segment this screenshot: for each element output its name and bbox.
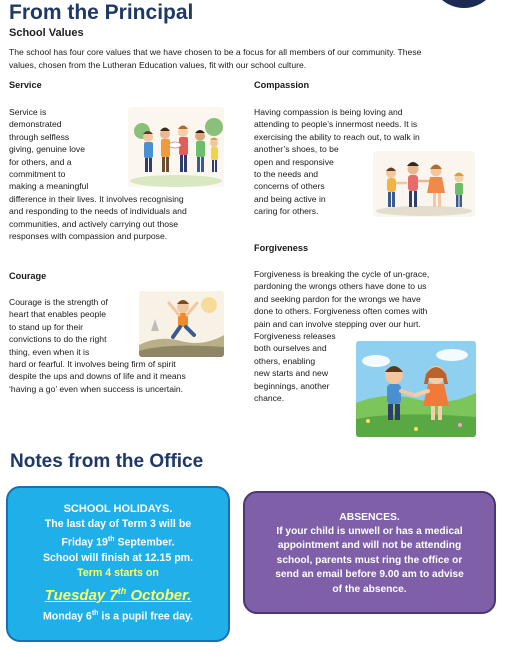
absences-line: school, parents must ring the office or — [276, 554, 463, 566]
term4-start-date: Tuesday 7th October. — [44, 585, 192, 604]
text-line: heart that enables people — [9, 309, 106, 320]
absences-line: send an email before 9.00 am to advise — [275, 569, 464, 581]
text-line: thing, even when it is — [9, 346, 90, 357]
text-line: caring for others. — [254, 206, 319, 217]
text-line: ‘having a go’ even when success is uncertain. — [9, 383, 184, 394]
text-line: open and responsive — [254, 156, 334, 167]
text-line: Forgiveness is breaking the cycle of un-grace, — [254, 269, 430, 279]
text-line: both ourselves and — [254, 343, 327, 354]
text-line: responses with compassion and purpose. — [9, 231, 168, 242]
text-line: despite the ups and downs of life and it means — [9, 371, 186, 382]
holidays-line: The last day of Term 3 will be — [44, 518, 192, 530]
text-line: giving, genuine love — [9, 144, 85, 155]
text-line: to the needs and — [254, 169, 319, 180]
text-line: new starts and new — [254, 368, 329, 379]
text-line: Service is — [9, 107, 47, 117]
text-line: and being active in — [254, 193, 326, 204]
text-line: beginnings, another — [254, 380, 330, 391]
intro-line: values, chosen from the Lutheran Education values, fit with our school culture. — [9, 60, 307, 70]
holidays-line: School will finish at 12.15 pm. — [42, 551, 194, 564]
school-holidays-box — [6, 486, 230, 642]
text-line: Forgiveness releases — [254, 331, 336, 342]
text-line: pardoning the wrongs others have done to us — [254, 281, 427, 292]
office-notes-title: Notes from the Office — [10, 451, 204, 472]
service-illustration — [128, 107, 224, 187]
text-line: Courage is the strength of — [9, 297, 108, 307]
text-line: and responding to the needs of individuals and — [9, 206, 187, 217]
values-intro — [9, 46, 469, 72]
text-line: to stand up for their — [9, 321, 84, 332]
text-line: exercising the ability to reach out, to walk in — [254, 131, 420, 142]
text-line: and seeking pardon for the wrongs we have — [254, 293, 421, 304]
absences-line: If your child is unwell or has a medical — [276, 526, 463, 537]
text-line: making a meaningful — [9, 181, 89, 192]
term4-start-line: Term 4 starts on — [77, 566, 159, 579]
absences-line: appointment and will not be attending — [277, 540, 462, 552]
text-line: done to others. Forgiveness often comes with — [254, 306, 428, 317]
text-line: commitment to — [9, 169, 66, 180]
text-line: others, enabling — [254, 355, 316, 366]
text-line: demonstrated — [9, 119, 62, 130]
forgiveness-heading: Forgiveness — [254, 243, 309, 253]
absences-text — [255, 525, 484, 597]
text-line: convictions to do the right — [9, 334, 107, 345]
holidays-line: Friday 19th September. — [61, 536, 175, 549]
intro-line: The school has four core values that we have chosen to be a focus for all members of our community. These — [9, 47, 422, 57]
absences-heading: ABSENCES. — [339, 512, 400, 523]
text-line: difference in their lives. It involves recognising — [9, 193, 184, 204]
forgiveness-illustration — [356, 341, 476, 437]
text-line: through selfless — [9, 131, 70, 142]
school-values-subtitle: School Values — [9, 27, 84, 39]
absences-box — [243, 491, 496, 614]
courage-heading: Courage — [9, 271, 47, 281]
text-line: pain and can involve stepping over our hurt. — [254, 318, 421, 329]
courage-illustration — [139, 291, 224, 357]
holidays-heading: SCHOOL HOLIDAYS. — [63, 503, 173, 515]
text-line: Having compassion is being loving and — [254, 107, 403, 117]
text-line: attending to people’s innermost needs. It is — [254, 119, 418, 130]
text-line: communities, and actively carrying out those — [9, 218, 179, 229]
school-logo — [430, 0, 498, 8]
text-line: concerns of others — [254, 181, 325, 192]
compassion-heading: Compassion — [254, 80, 310, 90]
text-line: hard or fearful. It involves being firm of spirit — [9, 359, 176, 370]
text-line: another’s shoes, to be — [254, 144, 339, 155]
principal-title: From the Principal — [9, 1, 194, 24]
service-heading: Service — [9, 80, 42, 90]
text-line: chance. — [254, 393, 285, 404]
absences-line: of the absence. — [332, 583, 407, 595]
pupil-free-day-line: Monday 6th is a pupil free day. — [42, 609, 194, 623]
compassion-illustration — [373, 151, 475, 217]
text-line: for others, and a — [9, 156, 72, 167]
